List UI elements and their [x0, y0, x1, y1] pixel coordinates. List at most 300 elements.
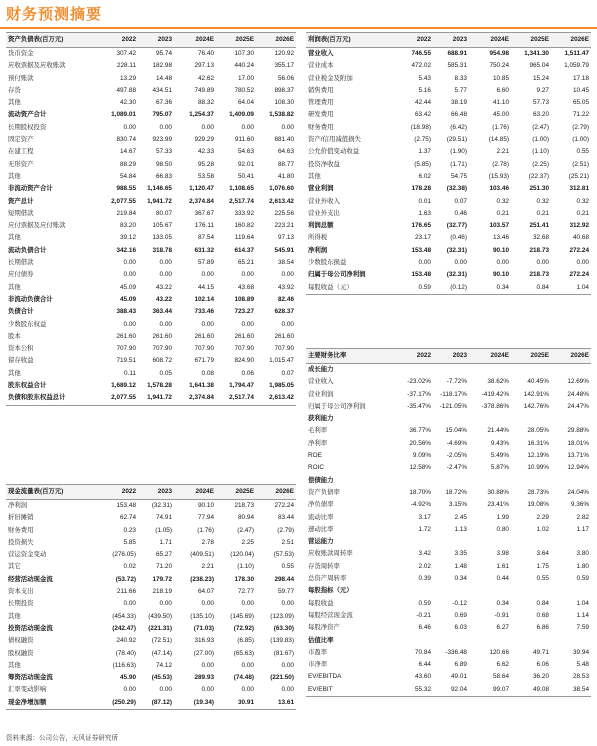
cell-value: 2,077.55: [111, 197, 136, 205]
row-label: 归属于母公司净利润: [308, 402, 366, 410]
cell-value: (120.04): [230, 551, 254, 559]
cell-value: (1.76): [492, 123, 509, 131]
cell-value: [433, 364, 469, 377]
cell-value: 45.09: [120, 283, 136, 291]
cell-value: (19.34): [174, 697, 216, 710]
cell-value: [397, 364, 433, 377]
cell-value: (78.40): [115, 649, 136, 657]
row-label: 财务费用: [8, 526, 34, 534]
cell-value: (53.72): [115, 575, 136, 583]
cell-value: 182.98: [152, 62, 172, 70]
cell-value: 0.00: [281, 271, 294, 279]
cell-value: 1,941.72: [138, 392, 174, 405]
cell-value: 333.92: [234, 209, 254, 217]
cell-value: (2.78): [492, 160, 509, 168]
table-row: [306, 257, 591, 269]
cell-value: 261.60: [274, 332, 294, 340]
row-label: 营业外收入: [308, 197, 340, 205]
cell-value: (47.14): [151, 649, 172, 657]
cell-value: 80.07: [156, 209, 172, 217]
cell-value: 9.43%: [490, 439, 509, 447]
cell-value: 2.51: [281, 538, 294, 546]
row-label: 其他: [8, 99, 21, 107]
cell-value: 70.84: [415, 648, 431, 656]
cell-value: 28.05%: [527, 427, 549, 435]
cell-value: 108.89: [234, 295, 254, 303]
cell-value: 472.02: [411, 62, 431, 70]
cell-value: (145.69): [230, 612, 254, 620]
cell-value: [469, 536, 511, 548]
cell-value: 1.63: [418, 209, 431, 217]
row-label: 投资净收益: [308, 160, 340, 168]
cell-value: 43.22: [156, 283, 172, 291]
cell-value: 824.90: [234, 357, 254, 365]
cell-value: 8.33: [454, 74, 467, 82]
cell-value: [469, 364, 511, 377]
cell-value: 746.55: [411, 50, 431, 57]
cell-value: 2,374.84: [174, 392, 216, 405]
cell-value: 1.80: [576, 562, 589, 570]
cell-value: 0.55: [281, 563, 294, 571]
year-column-header: 2025E: [216, 485, 256, 500]
cell-value: (32.38): [446, 185, 467, 193]
table-row: [306, 450, 591, 462]
table-row: [306, 475, 591, 487]
cell-value: 178.30: [234, 575, 254, 583]
table-row: [6, 598, 296, 610]
table-row: [306, 573, 591, 585]
cell-value: 44.15: [198, 283, 214, 291]
cash-flow-table: [6, 484, 296, 710]
cell-value: 780.52: [234, 86, 254, 94]
year-column-header: 2022: [397, 349, 433, 364]
table-row: [6, 171, 296, 183]
cell-value: [511, 635, 551, 647]
cell-value: 965.04: [529, 62, 549, 70]
cell-value: 178.28: [411, 185, 431, 193]
table-row: [306, 48, 591, 61]
table-row: [6, 648, 296, 660]
cell-value: 1.37: [418, 148, 431, 156]
cell-value: 153.48: [116, 502, 136, 509]
cell-value: -0.21: [416, 611, 431, 619]
table-row: [306, 684, 591, 697]
row-label: 非流动资产合计: [8, 185, 53, 193]
row-label: 其他: [8, 234, 21, 242]
cell-value: (1.90): [450, 148, 467, 156]
cell-value: 0.21: [496, 209, 509, 217]
table-row: [6, 684, 296, 696]
cell-value: 1.14: [576, 611, 589, 619]
cell-value: 0.00: [281, 123, 294, 131]
year-column-header: 2023: [433, 33, 469, 48]
cell-value: 6.89: [454, 661, 467, 669]
cell-value: 5.77: [454, 86, 467, 94]
cell-value: 0.21: [576, 209, 589, 217]
cell-value: 153.48: [411, 246, 431, 254]
row-label: 短期借款: [8, 209, 34, 217]
cell-value: (87.12): [138, 697, 174, 710]
cell-value: 0.21: [536, 209, 549, 217]
cell-value: 218.19: [152, 588, 172, 596]
cell-value: 103.57: [489, 222, 509, 230]
cell-value: 49.71: [533, 648, 549, 656]
table-row: [6, 183, 296, 195]
year-column-header: 2026E: [256, 485, 296, 500]
cell-value: 1.17: [576, 525, 589, 533]
table-header-row: [306, 33, 591, 48]
cell-value: 218.73: [529, 271, 549, 279]
cell-value: (29.51): [446, 136, 467, 144]
cell-value: 87.54: [198, 234, 214, 242]
row-label: 每股收益（元）: [306, 282, 397, 295]
cell-value: 42.62: [198, 74, 214, 82]
table-row: [306, 364, 591, 377]
row-label: 长期借款: [8, 259, 34, 267]
cell-value: 0.59: [576, 575, 589, 583]
cell-value: 74.91: [156, 514, 172, 522]
cell-value: 63.42: [415, 111, 431, 119]
cell-value: [551, 475, 591, 487]
cell-value: [433, 536, 469, 548]
year-column-header: 2024E: [469, 33, 511, 48]
cell-value: 1,254.37: [189, 111, 214, 119]
table-row: [306, 220, 591, 232]
cell-value: 0.59: [397, 282, 433, 295]
table-row: [306, 413, 591, 425]
table-row: [306, 524, 591, 536]
table-row: [6, 48, 296, 61]
row-label: 股东权益合计: [8, 382, 47, 390]
cell-value: 0.00: [576, 259, 589, 267]
cell-value: 3.35: [454, 550, 467, 558]
table-row: [306, 159, 591, 171]
cell-value: 54.63: [238, 148, 254, 156]
cell-value: 1.61: [496, 562, 509, 570]
cell-value: 0.00: [159, 600, 172, 608]
cell-value: 0.34: [469, 282, 511, 295]
row-label: 营业收入: [308, 378, 334, 386]
cell-value: [551, 413, 591, 425]
table-row: [306, 561, 591, 573]
cell-value: (32.31): [151, 502, 172, 509]
cell-value: 1,015.47: [269, 357, 294, 365]
cell-value: 1,120.47: [189, 185, 214, 193]
cell-value: 30.91: [216, 697, 256, 710]
cell-value: 1,146.65: [147, 185, 172, 193]
cell-value: 1.04: [551, 282, 591, 295]
cell-value: 929.29: [194, 136, 214, 144]
cell-value: 176.11: [194, 222, 214, 230]
table-row: [6, 331, 296, 343]
cell-value: 23.41%: [487, 501, 509, 509]
cell-value: 142.91%: [523, 390, 549, 398]
table-row: [6, 355, 296, 367]
row-label: 投资损失: [8, 538, 34, 546]
cell-value: [397, 536, 433, 548]
table-header-row: [6, 33, 296, 48]
cell-value: 95.28: [198, 160, 214, 168]
cell-value: 911.60: [234, 136, 254, 144]
table-row: [306, 499, 591, 511]
table-row: [6, 269, 296, 281]
cell-value: 67.36: [156, 99, 172, 107]
cell-value: 1.72: [418, 525, 431, 533]
cell-value: -0.91: [494, 611, 509, 619]
table-row: [306, 97, 591, 109]
cell-value: 1,409.09: [229, 111, 254, 119]
row-label: 应付票据及应付账款: [8, 222, 66, 230]
cell-value: 1,059.79: [564, 62, 589, 70]
cell-value: 289.93: [194, 674, 214, 682]
cell-value: 272.24: [569, 271, 589, 279]
cell-value: (72.92): [233, 624, 254, 632]
cell-value: 0.00: [241, 271, 254, 279]
cell-value: 5.49%: [490, 452, 509, 460]
cell-value: 133.05: [152, 234, 172, 242]
cell-value: (242.47): [112, 624, 136, 632]
cell-value: 272.24: [569, 246, 589, 254]
row-label: 其他: [8, 172, 21, 180]
row-label: 营运能力: [308, 538, 334, 546]
cell-value: 6.44: [418, 661, 431, 669]
cell-value: 176.65: [411, 222, 431, 230]
cell-value: 1.71: [159, 538, 172, 546]
row-label: 负债和股东权益总计: [6, 392, 102, 405]
cell-value: 0.00: [123, 271, 136, 279]
cell-value: 0.00: [201, 661, 214, 669]
table-row: [306, 671, 591, 683]
cell-value: 88.77: [278, 160, 294, 168]
cell-value: 72.77: [238, 588, 254, 596]
cell-value: 76.40: [198, 50, 214, 57]
cell-value: 9.09%: [412, 452, 431, 460]
table-row: [6, 392, 296, 405]
row-label: 非流动负债合计: [8, 295, 53, 303]
cell-value: 0.23: [123, 526, 136, 534]
cell-value: (1.00): [572, 136, 589, 144]
table-row: [6, 73, 296, 85]
table-row: [306, 659, 591, 671]
cell-value: (276.05): [112, 551, 136, 559]
cell-value: 108.30: [274, 99, 294, 107]
cell-value: 251.30: [529, 185, 549, 193]
table-row: [306, 245, 591, 257]
cell-value: (221.31): [148, 624, 172, 632]
cell-value: (18.98): [410, 123, 431, 131]
cell-value: 0.00: [123, 123, 136, 131]
row-label: EV/EBIT: [306, 684, 397, 697]
table-row: [6, 549, 296, 561]
table-row: [306, 85, 591, 97]
cell-value: 363.44: [152, 308, 172, 316]
year-column-header: 2024E: [174, 485, 216, 500]
cell-value: 0.69: [454, 611, 467, 619]
cell-value: 3.15%: [448, 501, 467, 509]
cell-value: 13.61: [256, 697, 296, 710]
cell-value: 39.12: [120, 234, 136, 242]
cell-value: 2.78: [201, 538, 214, 546]
cell-value: 1,641.38: [189, 382, 214, 390]
cell-value: 585.31: [447, 62, 467, 70]
cell-value: (57.53): [273, 551, 294, 559]
cell-value: 160.82: [234, 222, 254, 230]
table-row: [306, 269, 591, 281]
row-label: 归属于母公司净利润: [308, 271, 366, 279]
cell-value: 0.00: [536, 259, 549, 267]
table-row: [6, 294, 296, 306]
row-label: 总资产周转率: [308, 575, 347, 583]
row-label: 长期投资: [8, 600, 34, 608]
cell-value: 923.99: [152, 136, 172, 144]
table-row: [6, 134, 296, 146]
cell-value: 36.20: [533, 673, 549, 681]
row-label: 存货: [8, 86, 21, 94]
year-column-header: 2025E: [511, 33, 551, 48]
row-label: 管理费用: [308, 99, 334, 107]
cell-value: 312.81: [569, 185, 589, 193]
cell-value: 0.07: [454, 197, 467, 205]
cell-value: 1.99: [496, 513, 509, 521]
cell-value: 1,089.01: [111, 111, 136, 119]
income-statement-table: [306, 32, 591, 295]
table-row: [306, 282, 591, 295]
cell-value: (1.10): [237, 563, 254, 571]
table-row: [6, 306, 296, 318]
table-row: [306, 647, 591, 659]
cell-value: 6.06: [536, 661, 549, 669]
cell-value: 0.00: [418, 259, 431, 267]
cell-value: 6.60: [496, 86, 509, 94]
cell-value: 0.68: [536, 611, 549, 619]
cell-value: 13.46: [493, 234, 509, 242]
cell-value: 42.33: [198, 148, 214, 156]
cell-value: 307.42: [116, 50, 136, 57]
cell-value: 105.67: [152, 222, 172, 230]
cell-value: (45.53): [151, 674, 172, 682]
table-row: [306, 232, 591, 244]
row-label: 股本: [8, 332, 21, 340]
cell-value: 0.55: [536, 575, 549, 583]
cell-value: (81.67): [273, 649, 294, 657]
table-row: [306, 73, 591, 85]
cell-value: 6.03: [454, 624, 467, 632]
cell-value: [511, 585, 551, 597]
row-label: 获利能力: [308, 415, 334, 423]
cell-value: 12.19%: [527, 452, 549, 460]
row-label: 利润总额: [308, 222, 334, 230]
cell-value: 434.51: [152, 86, 172, 94]
table-title: 主要财务比率: [306, 349, 397, 364]
cell-value: 0.00: [496, 259, 509, 267]
table-row: [6, 512, 296, 524]
table-row: [6, 232, 296, 244]
cell-value: 12.58%: [409, 464, 431, 472]
cell-value: 43.68: [238, 283, 254, 291]
cell-value: 261.60: [152, 332, 172, 340]
table-row: [6, 245, 296, 257]
cell-value: 56.06: [278, 74, 294, 82]
cell-value: -4.69%: [446, 439, 467, 447]
cell-value: (2.79): [572, 123, 589, 131]
cell-value: 64.07: [198, 588, 214, 596]
table-row: [6, 525, 296, 537]
cell-value: 0.32: [496, 197, 509, 205]
cell-value: 153.48: [411, 271, 431, 279]
table-row: [306, 60, 591, 72]
table-row: [6, 122, 296, 134]
cell-value: (32.31): [446, 246, 467, 254]
cell-value: -2.05%: [446, 452, 467, 460]
cell-value: 0.00: [159, 271, 172, 279]
cell-value: 297.13: [194, 62, 214, 70]
cell-value: 614.37: [234, 246, 254, 254]
table-row: [6, 208, 296, 220]
table-row: [306, 196, 591, 208]
cell-value: 355.17: [274, 62, 294, 70]
cell-value: 6.86: [536, 624, 549, 632]
row-label: 预付账款: [8, 74, 34, 82]
cell-value: 36.77%: [409, 427, 431, 435]
cell-value: 0.00: [159, 320, 172, 328]
cell-value: 1,941.72: [147, 197, 172, 205]
cell-value: 64.04: [238, 99, 254, 107]
cell-value: 0.00: [123, 320, 136, 328]
cell-value: 0.00: [159, 686, 172, 694]
cell-value: 18.70%: [409, 488, 431, 496]
cell-value: 2.02: [418, 562, 431, 570]
cell-value: 0.00: [241, 600, 254, 608]
row-label: 投资活动现金流: [8, 624, 53, 632]
cell-value: 38.62%: [487, 378, 509, 386]
cell-value: 66.83: [156, 172, 172, 180]
cell-value: (2.79): [277, 526, 294, 534]
row-label: 净利润: [308, 246, 328, 254]
cell-value: 2.82: [576, 513, 589, 521]
cell-value: 0.32: [576, 197, 589, 205]
table-row: [306, 487, 591, 499]
cell-value: 0.84: [536, 599, 549, 607]
cell-value: 103.46: [489, 185, 509, 193]
cell-value: 65.27: [156, 551, 172, 559]
cell-value: 497.88: [116, 86, 136, 94]
cell-value: 119.64: [234, 234, 254, 242]
financial-ratios-table: [306, 348, 591, 697]
cell-value: (15.93): [488, 172, 509, 180]
cell-value: (2.75): [414, 136, 431, 144]
cell-value: (221.50): [270, 674, 294, 682]
cell-value: 3.42: [418, 550, 431, 558]
cell-value: 0.34: [454, 575, 467, 583]
cell-value: 440.24: [234, 62, 254, 70]
cell-value: 251.41: [529, 222, 549, 230]
cell-value: -118.17%: [440, 390, 467, 398]
table-row: [306, 122, 591, 134]
cell-value: 13.71%: [567, 452, 589, 460]
cell-value: 0.00: [281, 320, 294, 328]
cell-value: -35.47%: [407, 402, 431, 410]
row-label: 应收票据及应收账款: [8, 62, 66, 70]
cell-value: 40.45%: [527, 378, 549, 386]
title-divider: [0, 27, 597, 29]
cell-value: 66.48: [451, 111, 467, 119]
year-column-header: 2025E: [511, 349, 551, 364]
cell-value: 42.44: [415, 99, 431, 107]
cell-value: 2,077.55: [102, 392, 138, 405]
cell-value: 71.22: [573, 111, 589, 119]
cell-value: 0.11: [124, 369, 136, 377]
cell-value: (22.37): [528, 172, 549, 180]
